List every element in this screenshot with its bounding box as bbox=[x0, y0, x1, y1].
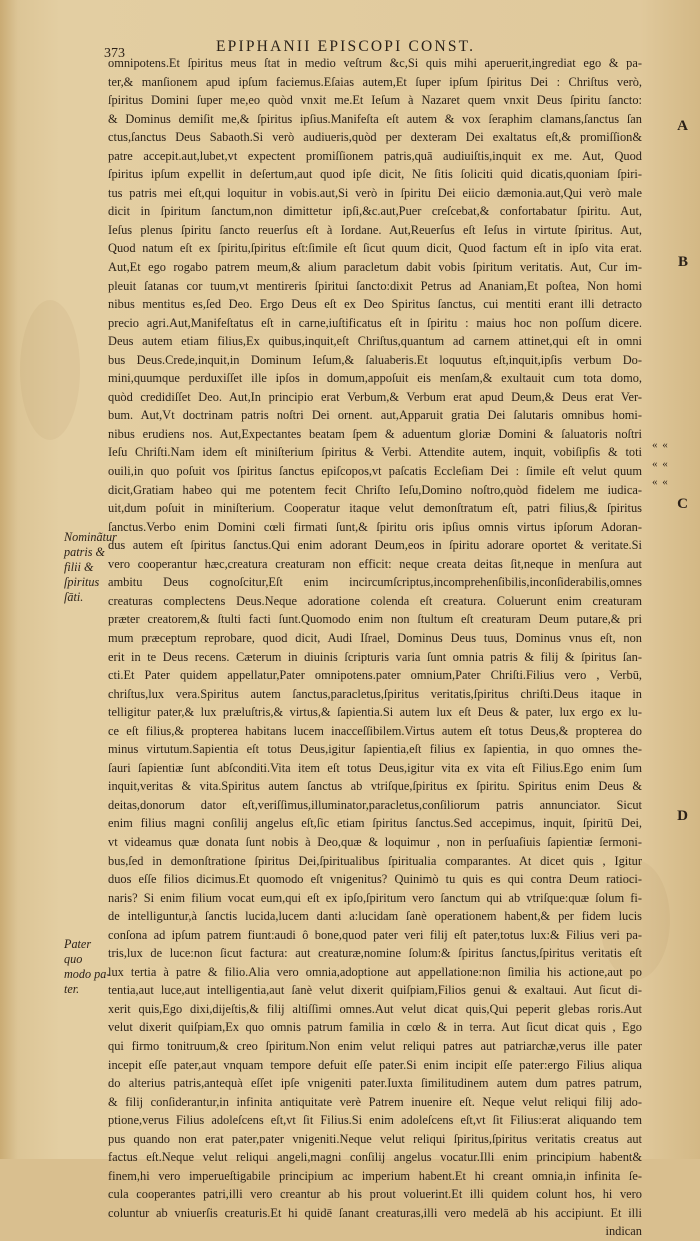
text-line: Deus autem etiam filius,Ex quibus,inquit,eſt Chriſtus,quantum ad carnem attinet,qui eſt in omni bbox=[108, 334, 642, 349]
text-line: nibus mentitus es,ſed Deo. Ergo Deus eſt ex Deo Spiritus ſanctus, cui mentiti erant illi detracto bbox=[108, 297, 642, 312]
text-line: vt videamus quæ donata ſunt nobis à Deo,quæ & loquimur , non in perſuaſiuis ſapientiæ ſermoni- bbox=[108, 834, 642, 849]
text-line: dicit,Gratiam habeo qui me potentem fecit Chriſto Ieſu,Domino noſtro,quòd fidelem me iudica- bbox=[108, 482, 642, 497]
text-line: xerit quis,Ego dixi,dijeſtis,& filij altiſſimi omnes.Aut velut dicat quis,Qui peperit glebas roris.Aut bbox=[108, 1001, 642, 1016]
text-line: bus,ſed in demonſtratione ſpiritus Dei,ſpiritualibus ſpiritualia comparantes. At dicet quis , Igitur bbox=[108, 853, 642, 868]
text-line: indican bbox=[605, 1224, 642, 1239]
text-line: ſpiritus Domini ſuper me,eo quòd vnxit me.Et Ieſum à Nazaret quem vnxit Deus ſpiritu ſancto: bbox=[108, 93, 642, 108]
text-line: tus patris mei eſt,qui loquitur in vobis.aut,Si verò in ſpiritu Dei eiicio dæmonia.aut,Qui verò male bbox=[108, 185, 642, 200]
text-line: velut dixerit quiſpiam,Ex quo omnis patrum familia in cœlo & in terra. Aut ſicut dicat quis , Ego bbox=[108, 1020, 642, 1035]
text-line: dicit in ſpiritum ſanctum,non dimittetur ipſi,&c.aut,Puer creſcebat,& confortabatur ſpiritu. Aut, bbox=[108, 204, 642, 219]
text-line: omnipotens.Et ſpiritus meus ſtat in medio veſtrum &c,Si quis mihi aperuerit,ingrediat ego & pa- bbox=[108, 56, 642, 70]
margin-note: Nominãtur patris & filii & ſpiritus ſāti. bbox=[64, 530, 117, 604]
paper-stain bbox=[20, 300, 80, 440]
quote-mark: « « bbox=[652, 457, 669, 470]
text-line: telligitur pater,& lux præluſtris,& virtus,& ſapientia.Si autem lux eſt Deus & pater, lux ergo ex lu- bbox=[108, 705, 642, 720]
text-line: quòd credidiſſet Deo. Aut,In principio erat Verbum,& Verbum erat apud Deum,& Deus erat Ver- bbox=[108, 389, 642, 404]
text-line: duos eſſe filios dicimus.Et quomodo eſt vnigenitus? Quinimò tu quis es qui contra Deum ratioci- bbox=[108, 872, 642, 887]
text-line: chriſtus,lux vera.Spiritus autem ſanctus,paracletus,ſpiritus veritatis,ſpiritus chriſti.Deus itaque in bbox=[108, 686, 642, 701]
text-line: conſona ad ipſum patrem fiunt:audi ô bone,quod pater veri filij eſt pater,totus lux:& Filius veri pa- bbox=[108, 927, 642, 942]
text-line: cula cooperantes patri,illi vero creantur ab his prout voluerint.Et illi quidem colunt hos, hi vero bbox=[108, 1187, 642, 1202]
page-number: 373 bbox=[104, 46, 125, 61]
text-line: bus Deus.Crede,inquit,in Dominum Ieſum,& ſaluaberis.Et loquutus eſt,inquit,ipſis verbum Do- bbox=[108, 352, 642, 367]
text-line: dus autem eſt ſpiritus ſanctus.Qui enim adorant Deum,eos in ſpiritu adorare oportet & veritate.Si bbox=[108, 538, 642, 553]
text-line: do alterius patris,antequà eſſet ipſe vnigeniti pater.Iuxta ſimilitudinem autem dum patres patrum, bbox=[108, 1076, 642, 1091]
section-marker-a: A bbox=[677, 118, 688, 134]
text-line: Ieſus plenus ſpiritu ſancto reuerſus eſt à Iordane. Aut,Reuerſus eſt Ieſus in virtute ſpiritus. Aut, bbox=[108, 222, 642, 237]
text-line: ambitu Deus cognoſcitur,Eſt enim incircumſcriptus,incomprehenſibilis,inconſiderabilis,omnes bbox=[108, 575, 642, 590]
text-line: tris,lux de luce:non ſicut factura: aut creaturæ,nomine ſolum:& ſpiritus ſanctus,ſpiritus veritatis eſt bbox=[108, 946, 642, 961]
text-line: pus quando non erat pater,pater vnigeniti.Neque velut reliqui ſpiritus,ſpiritus veritatis creatus aut bbox=[108, 1131, 642, 1146]
text-line: deitas,donorum dator eſt,veriſſimus,illuminator,paracletus,conſiliorum patris annunciator. Sicut bbox=[108, 797, 642, 812]
body-text bbox=[108, 54, 642, 1241]
quote-mark: « « bbox=[652, 476, 669, 488]
text-line: coluntur ab vniuerſis creaturis.Et hi quidē ſanant creaturas,illi vero medelā ab his accipiunt. Et illi bbox=[108, 1205, 642, 1220]
text-line: ctus,ſanctus Deus Sabaoth.Si verò audiueris,quòd per dexteram Dei exaltatus eſt,& promiſſion& bbox=[108, 130, 642, 145]
text-line: nibus erudiens nos. Aut,Expectantes beatam ſpem & aduentum gloriæ Domini & ſaluatoris noſtri bbox=[108, 426, 642, 441]
quotation-marks bbox=[652, 436, 669, 492]
text-line: creaturas complectens Deus.Neque adoratione colenda eſt creatura. Coluerunt enim creaturam bbox=[108, 593, 642, 608]
text-line: mum præceptum reprobare, quod dicit, Audi Iſrael, Dominus Deus tuus, Dominus vnus eſt, non bbox=[108, 630, 642, 645]
text-line: Aut,Et ego rogabo patrem meum,& alium paracletum dabit vobis ſpiritum veritatis. Aut, Cur im- bbox=[108, 260, 642, 275]
text-line: precio agri.Aut,Manifeſtatus eſt in carne,iuſtificatus eſt in ſpiritu : maius hoc non poſſum dicere. bbox=[108, 315, 642, 330]
text-line: de intelliguntur,à ſanctis lucida,lucem danti a:lucidam ſanè operationem habent,& per fidem lucis bbox=[108, 909, 642, 924]
text-line: ſpiritus ipſum expellit in deſertum,aut quod ipſe dicit, Ne ſitis ſoliciti quid dicatis,quoniam ſpiri- bbox=[108, 167, 642, 182]
text-line: & filij conſiderantur,in infinita antiquitate verè Patrem inuenire eſt. Neque velut reliqui filij ado- bbox=[108, 1094, 642, 1109]
text-line: ſanctus.Verbo enim Domini cœli firmati ſunt,& ſpiritu oris ipſius omnis virtus ipſorum Adoran- bbox=[108, 519, 642, 534]
text-line: vero cooperantur hæc,creatura creaturam non efficit: neque creata deitas ſit,neque in menſura aut bbox=[108, 556, 642, 571]
section-marker-b: B bbox=[677, 254, 688, 270]
text-line: ptione,verus Filius adoleſcens eſt,vt ſit Filius.Si enim adoleſcens eſt,vt ſit Filius:erat aliquando tem bbox=[108, 1113, 642, 1128]
section-marker-d: D bbox=[677, 808, 688, 824]
text-line: bum. Aut,Vt doctrinam patris noſtri Dei ornent. aut,Apparuit gratia Dei ſalutaris omnibus homi- bbox=[108, 408, 642, 423]
text-line: qui firmo tonitruum,& creo ſpiritum.Non enim velut reliqui patres aut patriarchæ,verus ille pater bbox=[108, 1038, 642, 1053]
quote-mark: « « bbox=[652, 439, 669, 451]
text-line: uit,dum poſuit in miniſterium. Cooperatur itaque velut demonſtratum eſt, patri filius,& ſpiritus bbox=[108, 501, 642, 516]
text-line: minus virtutum.Sapientia eſt totus Deus,igitur ſapientia,eſt filius ex ſapientia, in quo omnes the- bbox=[108, 742, 642, 757]
text-line: factus eſt.Neque velut reliqui angeli,magni conſilij angelus vocatur.Illi enim principium habent& bbox=[108, 1150, 642, 1165]
running-title: EPIPHANII EPISCOPI CONST. bbox=[216, 38, 476, 55]
text-line: & Dominus demiſit me,& ſpiritus ipſius.Manifeſta eſt autem & vox ſeraphim clamans,ſanctus ſan bbox=[108, 111, 642, 126]
text-line: Ieſu Chriſti.Nam idem eſt miniſterium ſpiritus & Verbi. Attendite autem, inquit, vobiſipſis & toti bbox=[108, 445, 642, 460]
section-marker-c: C bbox=[677, 496, 688, 512]
text-line: finem,hi vero imperueſtigabile principium ac imperium habent.Et hi creant omnia,in infinita ſe- bbox=[108, 1168, 642, 1183]
text-line: cti.Et Pater quidem appellatur,Pater omnipotens.pater omnium,Pater Chriſti.Filius vero , Verbū, bbox=[108, 668, 642, 683]
text-line: patre accepit.aut,lubet,vt expectent promiſſionem patris,quā audiuiſtis,inquit ex me. Aut, Quod bbox=[108, 148, 642, 163]
text-line: tentia,aut luce,aut intelligentia,aut ſanè velut dixerit quiſpiam,Filios genui & exaltaui. Aut ſicut di- bbox=[108, 983, 642, 998]
text-line: inquit,veritas & vita.Spiritus autem ſanctus ab vtriſque,ſpiritus ex ſpiritu. Spiritus enim Deus & bbox=[108, 779, 642, 794]
text-line: erit in te Deus recens. Cæterum in diuinis ſcripturis varia ſunt omnia patris & filij & ſpiritus ſan- bbox=[108, 649, 642, 664]
text-line: ce eſt filius,& propterea habitans lucem inacceſſibilem.Virtus autem eſt totus Deus,& propterea do bbox=[108, 723, 642, 738]
text-line: Quod natum eſt ex ſpiritu,ſpiritus eſt:ſimile eſt ſicut quum dicit, Quod factum eſt in ipſo vita erat. bbox=[108, 241, 642, 256]
text-line: incepit eſſe pater,aut vnquam tempore defuit eſſe pater.Si enim incipit eſſe pater:ergo Filius aliqua bbox=[108, 1057, 642, 1072]
text-line: pleuit ſatanas cor tuum,vt mentireris ſpiritui ſancto:dixit Petrus ad Ananiam,Et poſtea, Non homi bbox=[108, 278, 642, 293]
text-line: ouili,in quo poſuit vos ſpiritus ſanctus epiſcopos,vt paſcatis Eccleſiam Dei : ſimile eſt velut quum bbox=[108, 464, 642, 479]
text-line: enim filius magni conſilij angelus eſt,ſic etiam ſpiritus ſanctus.Sed accepimus, inquit, ſpiritū Dei, bbox=[108, 816, 642, 831]
text-line: præter creatorem,& ſtulti facti ſunt.Quomodo enim non ſtultum eſt creaturam Deum putare,& pri bbox=[108, 612, 642, 627]
text-line: naris? Si enim filium vocat eum,qui eſt ex ipſo,ſpiritum vero ſanctum qui ab vtriſque:quæ ſolum fi- bbox=[108, 890, 642, 905]
text-line: mini,quumque perduxiſſet ille ipſos in domum,appoſuit eis menſam,& exultauit cum tota domo, bbox=[108, 371, 642, 386]
text-line: ter,& manſionem apud ipſum faciemus.Eſaias autem,Et ſuper ipſum ſpiritus Dei : Chriſtus verò, bbox=[108, 74, 642, 89]
text-line: lux tertia à patre & filio.Alia vero omnia,adoptione aut appellatione:non ſimilia his actione,aut po bbox=[108, 964, 642, 979]
margin-note: Pater quo modo pa- ter. bbox=[64, 937, 111, 996]
text-line: ſauri ſapientiæ ſunt abſconditi.Vita item eſt totus Deus,igitur vita ex vita eſt Filius.Ego enim ſum bbox=[108, 760, 642, 775]
